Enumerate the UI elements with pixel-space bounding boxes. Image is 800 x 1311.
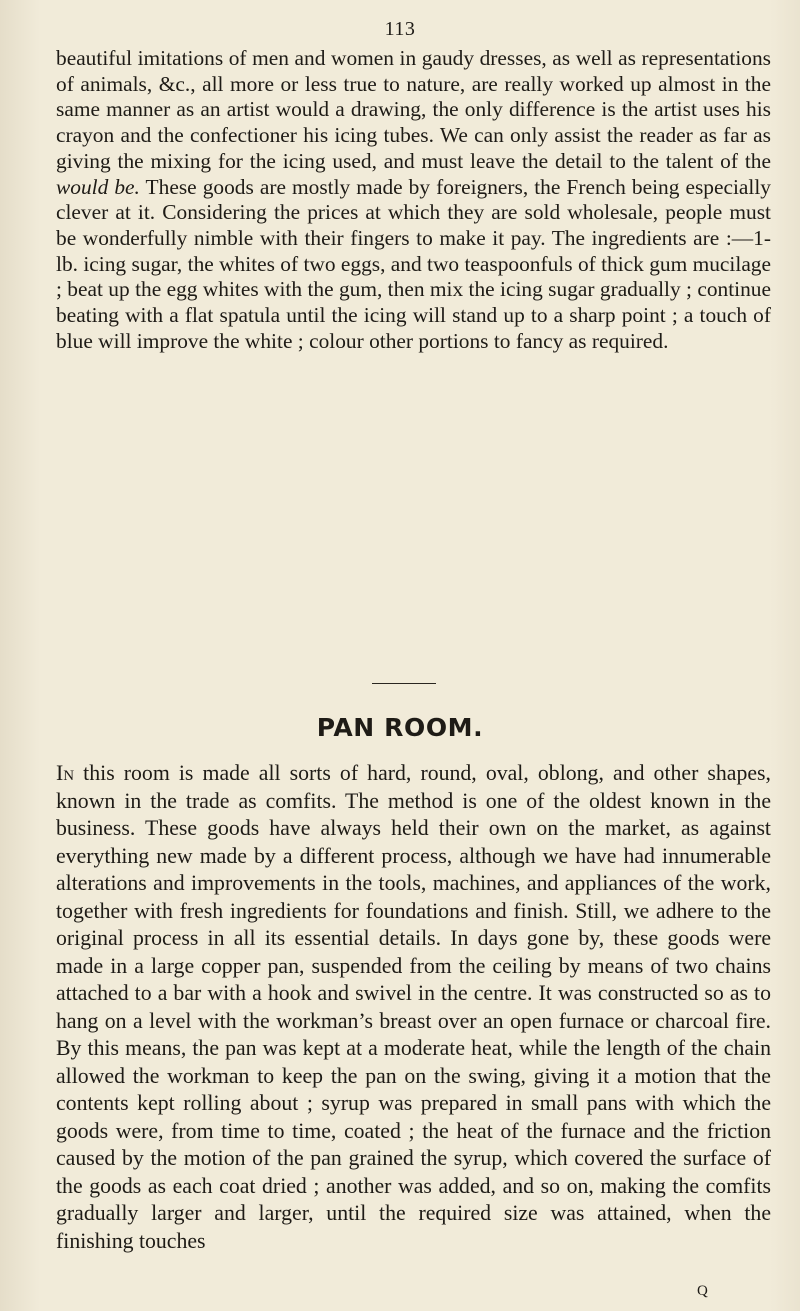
paragraph-pan-room: [56, 760, 771, 1255]
paragraph-text-part-a: beautiful imitations of men and women in gaudy dresses, as well as representations of animals, &c., all more or less true to nature, are really worked up almost in the same manner as an artist would a drawing, the only difference is the artist uses his crayon and the confectioner his icing tubes. We can only assist the reader as far as giving the mixing for the icing used, and must leave the detail to the talent of the: [56, 46, 771, 173]
italic-phrase: would be.: [56, 174, 140, 199]
paragraph-text-part-b: These goods are mostly made by foreigners, the French being especially clever at it. Considering the prices at which they are sold wholesale, people must be wonderfully nimble with their fingers to make it pay. The ingredients are :—1-lb. icing sugar, the whites of two eggs, and two teaspoonfuls of thick gum mucilage ; beat up the egg whites with the gum, then mix the icing sugar gradually ; continue beating with a flat spatula until the icing will stand up to a sharp point ; a touch of blue will improve the white ; colour other portions to fancy as required.: [56, 174, 771, 353]
paragraph-first-word: In: [56, 761, 75, 785]
page-number: 113: [384, 18, 416, 40]
paragraph-pan-room-text: this room is made all sorts of hard, round, oval, oblong, and other shapes, known in the trade as comfits. The method is one of the oldest known in the business. These goods have always held their own on the market, as against everything new made by a different process, although we have had innumerable alterations and improvements in the tools, machines, and appliances of the work, together with fresh ingredients for foundations and finish. Still, we adhere to the original process in all its essential details. In days gone by, these goods were made in a large copper pan, suspended from the ceiling by means of two chains attached to a bar with a hook and swivel in the centre. It was constructed so as to hang on a level with the workman’s breast over an open furnace or charcoal fire. By this means, the pan was kept at a moderate heat, while the length of the chain allowed the workman to keep the pan on the swing, giving it a motion that the contents kept rolling about ; syrup was prepared in small pans with which the goods were, from time to time, coated ; the heat of the furnace and the friction caused by the motion of the pan grained the syrup, which covered the surface of the goods as each coat dried ; another was added, and so on, making the comfits gradually larger and larger, until the required size was attained, when the finishing touches: [56, 761, 771, 1253]
section-heading: PAN ROOM.: [316, 713, 484, 742]
section-divider: [372, 683, 436, 684]
signature-mark: Q: [697, 1283, 708, 1299]
paragraph-icing-figures: [56, 46, 771, 354]
